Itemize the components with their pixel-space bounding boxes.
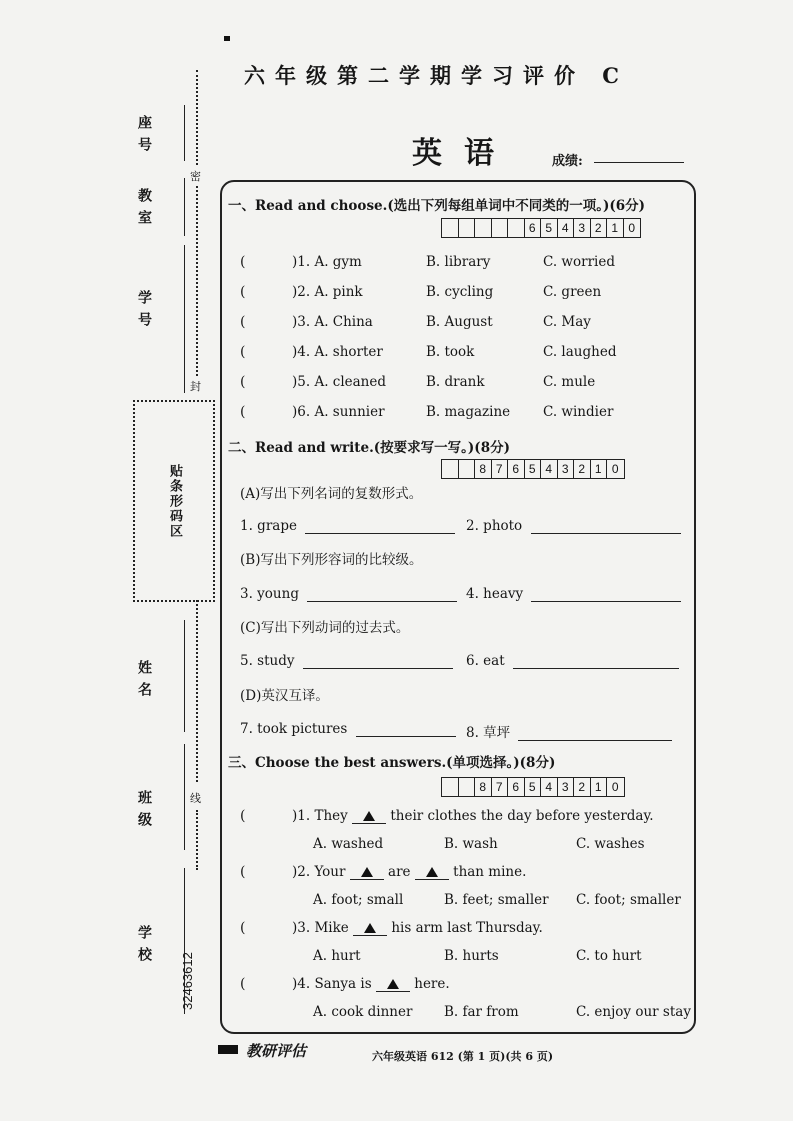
option-a: A. foot; small	[313, 892, 404, 908]
item-label: 7. took pictures	[240, 721, 348, 737]
option-a: )2. A. pink	[292, 284, 363, 300]
score-cell: 2	[574, 778, 591, 796]
option-a: )5. A. cleaned	[292, 374, 387, 390]
s2-item-5	[240, 653, 453, 669]
section2-score-grid	[441, 459, 625, 479]
student-id-label: 学号	[136, 290, 152, 334]
score-cell	[459, 219, 476, 237]
answer-bracket[interactable]: (	[240, 344, 246, 360]
option-b: B. far from	[444, 1004, 519, 1020]
score-cell: 0	[611, 780, 619, 794]
barcode-number: 32463612	[180, 952, 195, 1010]
score-cell: 1	[591, 460, 608, 478]
item-label: 5. study	[240, 653, 295, 669]
s2-instruction-b: (B)写出下列形容词的比较级。	[240, 552, 423, 568]
question-text: their clothes the day before yesterday.	[390, 808, 654, 824]
seal-mark-mi: 密	[190, 170, 201, 183]
s3-question-3	[240, 920, 543, 936]
question-text: )4. Sanya is	[292, 976, 372, 992]
item-label: 4. heavy	[466, 586, 524, 602]
option-b: B. wash	[444, 836, 498, 852]
s2-item-6	[466, 653, 679, 669]
option-a: )3. A. China	[292, 314, 373, 330]
s3-question-2	[240, 864, 527, 880]
option-b: B. drank	[426, 374, 485, 390]
s2-item-4	[466, 586, 681, 602]
school-label: 学校	[136, 925, 152, 969]
s2-item-7	[240, 721, 456, 737]
score-cell	[492, 219, 509, 237]
footer-brand: 教研评估	[246, 1042, 307, 1060]
score-cell	[508, 219, 525, 237]
score-cell	[475, 219, 492, 237]
score-cell: 3	[574, 219, 591, 237]
option-a: A. washed	[313, 836, 384, 852]
s3-options-2	[313, 892, 681, 908]
s3-question-4	[240, 976, 450, 992]
seal-mark-xian: 线	[190, 792, 201, 805]
section3-score-grid	[441, 777, 625, 797]
answer-blank[interactable]	[303, 668, 453, 669]
option-c: C. to hurt	[576, 948, 642, 964]
blank-triangle-icon[interactable]	[350, 865, 384, 880]
option-c: C. worried	[543, 254, 615, 270]
score-cell: 2	[574, 460, 591, 478]
score-cell: 3	[558, 778, 575, 796]
item-label: 1. grape	[240, 518, 297, 534]
score-cell: 2	[591, 219, 608, 237]
blank-triangle-icon[interactable]	[415, 865, 449, 880]
question-text: are	[388, 864, 411, 880]
score-cell: 1	[591, 778, 608, 796]
score-cell	[459, 460, 476, 478]
classroom-line	[184, 178, 185, 236]
option-c: C. foot; smaller	[576, 892, 681, 908]
s2-instruction-a: (A)写出下列名词的复数形式。	[240, 486, 423, 502]
item-label: 8. 草坪	[466, 725, 511, 741]
score-cell: 6	[508, 460, 525, 478]
seal-dotted-line-bottom	[196, 810, 198, 870]
answer-bracket[interactable]: (	[240, 254, 246, 270]
page-title: 六年级第二学期学习评价 C	[244, 63, 630, 88]
corner-mark	[224, 36, 230, 41]
blank-triangle-icon[interactable]	[353, 921, 387, 936]
student-id-line	[184, 245, 185, 393]
score-cell: 7	[492, 460, 509, 478]
s1-item-5	[240, 374, 596, 390]
option-c: C. May	[543, 314, 591, 330]
score-cell: 6	[508, 778, 525, 796]
answer-bracket[interactable]: (	[240, 314, 246, 330]
score-cell: 1	[607, 219, 624, 237]
score-cell: 4	[558, 219, 575, 237]
score-cell	[442, 460, 459, 478]
option-a: A. cook dinner	[313, 1004, 413, 1020]
subject-title: 英语	[412, 136, 516, 171]
score-cell: 4	[541, 778, 558, 796]
s3-question-1	[240, 808, 654, 824]
score-cell: 8	[475, 778, 492, 796]
answer-blank[interactable]	[356, 736, 456, 737]
score-cell: 5	[541, 219, 558, 237]
option-b: B. took	[426, 344, 475, 360]
answer-bracket[interactable]: (	[240, 284, 246, 300]
s2-instruction-d: (D)英汉互译。	[240, 688, 329, 704]
option-b: B. cycling	[426, 284, 494, 300]
answer-blank[interactable]	[513, 668, 679, 669]
question-text: )3. Mike	[292, 920, 349, 936]
s2-item-2	[466, 518, 681, 534]
section1-score-grid	[441, 218, 641, 238]
footer-bar	[218, 1045, 238, 1054]
s2-item-8	[466, 721, 672, 741]
score-cell: 5	[525, 778, 542, 796]
item-label: 3. young	[240, 586, 299, 602]
option-c: C. washes	[576, 836, 645, 852]
section3-title: 三、Choose the best answers.(单项选择。)(8分)	[228, 755, 556, 771]
item-label: 6. eat	[466, 653, 505, 669]
question-text: than mine.	[453, 864, 527, 880]
score-field[interactable]	[594, 162, 684, 163]
class-line	[184, 744, 185, 850]
classroom-label: 教室	[136, 188, 152, 232]
s1-item-1	[240, 254, 615, 270]
question-text: his arm last Thursday.	[391, 920, 543, 936]
option-b: B. feet; smaller	[444, 892, 549, 908]
name-line	[184, 620, 185, 732]
score-cell	[442, 778, 459, 796]
answer-bracket[interactable]: (	[240, 920, 246, 936]
option-a: )1. A. gym	[292, 254, 362, 270]
seal-dotted-line-top	[196, 70, 198, 165]
seat-number-line	[184, 105, 185, 161]
answer-blank[interactable]	[307, 601, 457, 602]
option-c: C. windier	[543, 404, 614, 420]
score-cell: 3	[558, 460, 575, 478]
score-cell: 4	[541, 460, 558, 478]
item-label: 2. photo	[466, 518, 523, 534]
s1-item-3	[240, 314, 591, 330]
s2-item-1	[240, 518, 455, 534]
answer-blank[interactable]	[518, 740, 672, 741]
score-cell: 7	[492, 778, 509, 796]
s2-item-3	[240, 586, 457, 602]
seal-mark-feng: 封	[190, 380, 201, 393]
option-b: B. hurts	[444, 948, 499, 964]
option-a: )6. A. sunnier	[292, 404, 385, 420]
score-cell: 0	[628, 221, 636, 235]
score-cell: 8	[475, 460, 492, 478]
s1-item-2	[240, 284, 602, 300]
answer-bracket[interactable]: (	[240, 404, 246, 420]
section2-title: 二、Read and write.(按要求写一写。)(8分)	[228, 440, 510, 456]
s3-options-1	[313, 836, 645, 852]
s3-options-4	[313, 1004, 691, 1020]
seal-dotted-line-low	[196, 600, 198, 782]
s1-item-4	[240, 344, 617, 360]
footer-page-info: 六年级英语 612 (第 1 页)(共 6 页)	[372, 1050, 554, 1063]
s2-instruction-c: (C)写出下列动词的过去式。	[240, 620, 410, 636]
option-b: B. library	[426, 254, 491, 270]
score-cell: 5	[525, 460, 542, 478]
barcode-sticker-area	[133, 400, 215, 602]
score-cell	[442, 219, 459, 237]
answer-blank[interactable]	[531, 601, 681, 602]
answer-blank[interactable]	[531, 533, 681, 534]
question-text: here.	[414, 976, 450, 992]
section1-title: 一、Read and choose.(选出下列每组单词中不同类的一项。)(6分)	[228, 198, 646, 214]
option-c: C. laughed	[543, 344, 617, 360]
blank-triangle-icon[interactable]	[376, 977, 410, 992]
option-b: B. August	[426, 314, 493, 330]
option-c: C. enjoy our stay	[576, 1004, 691, 1020]
question-text: )2. Your	[292, 864, 346, 880]
score-cell	[459, 778, 476, 796]
answer-blank[interactable]	[305, 533, 455, 534]
option-a: )4. A. shorter	[292, 344, 383, 360]
blank-triangle-icon[interactable]	[352, 809, 386, 824]
s1-item-6	[240, 404, 614, 420]
score-label: 成绩:	[552, 154, 583, 169]
sticker-area-label: 贴条形码区	[167, 464, 182, 539]
answer-bracket[interactable]: (	[240, 808, 246, 824]
score-cell: 0	[611, 462, 619, 476]
seal-dotted-line-mid	[196, 186, 198, 376]
name-label: 姓名	[136, 660, 152, 704]
answer-bracket[interactable]: (	[240, 864, 246, 880]
class-label: 班级	[136, 790, 152, 834]
option-a: A. hurt	[313, 948, 361, 964]
s3-options-3	[313, 948, 642, 964]
score-cell: 6	[525, 219, 542, 237]
option-c: C. mule	[543, 374, 596, 390]
answer-bracket[interactable]: (	[240, 374, 246, 390]
answer-bracket[interactable]: (	[240, 976, 246, 992]
question-text: )1. They	[292, 808, 348, 824]
option-b: B. magazine	[426, 404, 511, 420]
option-c: C. green	[543, 284, 602, 300]
seat-number-label: 座号	[136, 115, 152, 159]
